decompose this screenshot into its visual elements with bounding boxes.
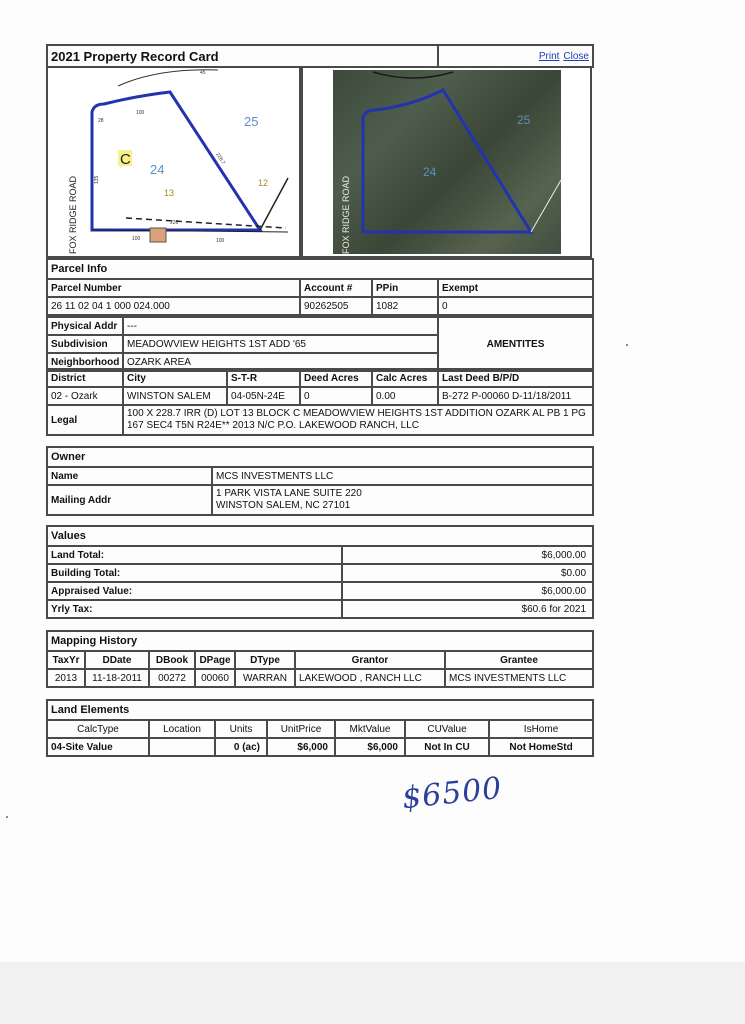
block-letter: C [120,151,131,168]
calc-acres-header: Calc Acres [372,369,438,387]
header-links [438,45,593,67]
neighborhood-label: Neighborhood [47,353,123,371]
le-cell-ishome: Not HomeStd [489,738,593,756]
legal-value: 100 X 228.7 IRR (D) LOT 13 BLOCK C MEADOWVIEW HEIGHTS 1ST ADDITION OZARK AL PB 1 PG 167 SEC4 T5N R24E** 2013 N/C P.O. LAKEWOOD RANCH, LLC [123,405,593,435]
dim-label-left: 135 [94,175,100,184]
owner-table [46,446,594,516]
building-total-label: Building Total: [47,564,342,582]
parcel-sketch-map [46,66,301,258]
mailing-line-1: 1 PARK VISTA LANE SUITE 220 [216,488,362,499]
subdivision-label: Subdivision [47,335,123,353]
dim-label-bottom-mid: 226 [170,220,179,226]
parcel-address-table [46,316,594,372]
le-cell-mktvalue: $6,000 [335,738,405,756]
str-value: 04-05N-24E [227,387,300,405]
deed-acres-value: 0 [300,387,372,405]
land-total-value: $6,000.00 [342,546,593,564]
mh-cell-dbook: 00272 [149,669,195,687]
aerial-photo-map [301,66,592,258]
mh-cell-ddate: 11-18-2011 [85,669,149,687]
road-label: FOX RIDGE ROAD [68,175,78,254]
appraised-value-value: $6,000.00 [342,582,593,600]
parcel-outline [92,92,260,230]
corner-label-b: 45 [200,70,206,76]
le-cell-location [149,738,215,756]
corner-label-a: 28 [98,118,104,124]
sketch-svg [48,68,299,256]
physical-addr-label: Physical Addr [47,317,123,335]
mh-cell-grantor: LAKEWOOD , RANCH LLC [295,669,445,687]
aerial-road-label: FOX RIDGE ROAD [341,175,351,254]
parcel-info-table [46,258,594,316]
aerial-lot-label-25: 25 [517,113,531,127]
yearly-tax-value: $60.6 for 2021 [342,600,593,618]
le-header-cuvalue: CUValue [405,720,489,738]
mh-header-taxyr: TaxYr [47,651,85,669]
le-cell-cuvalue: Not In CU [405,738,489,756]
aerial-overlay [303,68,590,256]
le-cell-unitprice: $6,000 [267,738,335,756]
le-header-ishome: IsHome [489,720,593,738]
le-header-unitprice: UnitPrice [267,720,335,738]
last-deed-header: Last Deed B/P/D [438,369,593,387]
le-cell-calctype: 04-Site Value [47,738,149,756]
scan-speck [6,816,8,818]
account-header: Account # [300,279,372,297]
physical-addr-value: --- [123,317,438,335]
ppin-value: 1082 [372,297,438,315]
building-total-value: $0.00 [342,564,593,582]
mapping-history-table [46,630,594,688]
legal-label: Legal [47,405,123,435]
mailing-addr-value [212,485,593,515]
page-title: 2021 Property Record Card [47,45,438,67]
ppin-header: PPin [372,279,438,297]
dim-label-diagonal: 228.7 [214,151,227,166]
mh-cell-dtype: WARRAN [235,669,295,687]
dim-label-bottom-b: 100 [216,238,225,244]
lot-label-25: 25 [244,114,259,129]
lot-label-13: 13 [164,188,175,198]
mh-header-grantor: Grantor [295,651,445,669]
amenities-label: AMENTITES [438,317,593,371]
mh-cell-taxyr: 2013 [47,669,85,687]
str-header: S-T-R [227,369,300,387]
mh-header-dpage: DPage [195,651,235,669]
land-elements-table [46,699,594,757]
parcel-info-title: Parcel Info [47,259,593,279]
scanner-margin [0,962,745,1024]
district-value: 02 - Ozark [47,387,123,405]
mh-cell-dpage: 00060 [195,669,235,687]
le-header-units: Units [215,720,267,738]
lot-label-24: 24 [150,162,165,177]
le-header-location: Location [149,720,215,738]
table-row [47,738,593,756]
values-title: Values [47,526,593,546]
lot-label-12: 12 [258,178,269,188]
mh-header-ddate: DDate [85,651,149,669]
mh-header-dtype: DType [235,651,295,669]
values-table [46,525,594,619]
district-header: District [47,369,123,387]
aerial-parcel-outline [363,90,531,232]
table-row [47,669,593,687]
dim-label-bottom-a: 100 [132,236,141,242]
exempt-value: 0 [438,297,593,315]
print-link[interactable]: Print [538,50,560,62]
owner-name-label: Name [47,467,212,485]
le-header-mktvalue: MktValue [335,720,405,738]
mh-header-grantee: Grantee [445,651,593,669]
mh-header-dbook: DBook [149,651,195,669]
record-card-header [46,44,594,68]
yearly-tax-label: Yrly Tax: [47,600,342,618]
last-deed-value: B-272 P-00060 D-11/18/2011 [438,387,593,405]
handwritten-note: $6500 [400,770,504,817]
owner-name-value: MCS INVESTMENTS LLC [212,467,593,485]
parcel-district-table [46,368,594,436]
close-link[interactable]: Close [563,50,589,62]
exempt-header: Exempt [438,279,593,297]
parcel-number-value: 26 11 02 04 1 000 024.000 [47,297,300,315]
appraised-value-label: Appraised Value: [47,582,342,600]
aerial-lot-label-24: 24 [423,165,437,179]
account-value: 90262505 [300,297,372,315]
subdivision-value: MEADOWVIEW HEIGHTS 1ST ADD '65 [123,335,438,353]
mailing-addr-label: Mailing Addr [47,485,212,515]
land-elements-title: Land Elements [47,700,593,720]
mailing-line-2: WINSTON SALEM, NC 27101 [216,500,351,511]
scan-speck [626,344,628,346]
calc-acres-value: 0.00 [372,387,438,405]
parcel-number-header: Parcel Number [47,279,300,297]
owner-title: Owner [47,447,593,467]
city-header: City [123,369,227,387]
neighborhood-value: OZARK AREA [123,353,438,371]
dim-label-top: 100 [136,110,145,116]
city-value: WINSTON SALEM [123,387,227,405]
land-total-label: Land Total: [47,546,342,564]
mapping-history-title: Mapping History [47,631,593,651]
le-cell-units: 0 (ac) [215,738,267,756]
mh-cell-grantee: MCS INVESTMENTS LLC [445,669,593,687]
le-header-calctype: CalcType [47,720,149,738]
deed-acres-header: Deed Acres [300,369,372,387]
